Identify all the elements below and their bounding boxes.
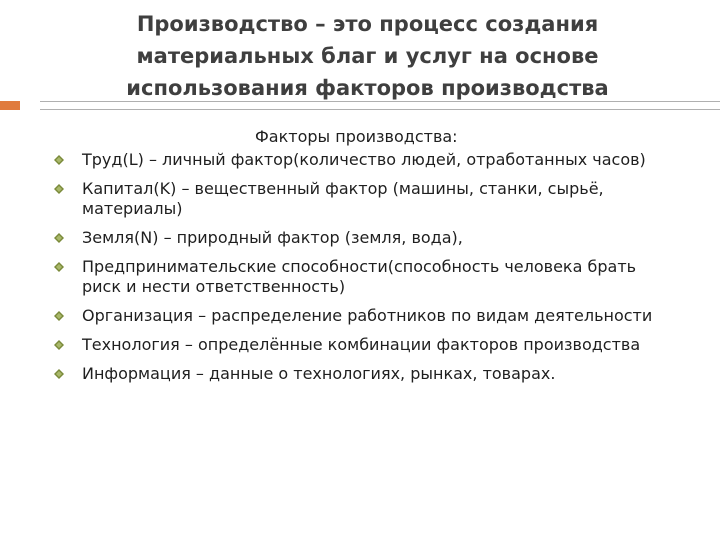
factors-list <box>54 150 654 393</box>
list-item <box>54 228 654 248</box>
diamond-bullet-icon <box>54 369 64 379</box>
list-item <box>54 306 654 326</box>
list-item-text: Технология – определённые комбинации факторов производства <box>82 335 641 354</box>
list-item-text: Информация – данные о технологиях, рынках, товарах. <box>82 364 556 383</box>
diamond-bullet-icon <box>54 262 64 272</box>
list-item <box>54 335 654 355</box>
accent-bar <box>0 101 20 110</box>
slide-title <box>95 8 640 104</box>
list-item <box>54 257 654 297</box>
slide-title-line-3: использования факторов производства <box>126 76 609 100</box>
list-item-text: Организация – распределение работников по видам деятельности <box>82 306 653 325</box>
divider-line <box>40 101 720 110</box>
list-item <box>54 179 654 219</box>
list-item-text: Труд(L) – личный фактор(количество людей, отработанных часов) <box>82 150 646 169</box>
diamond-bullet-icon <box>54 155 64 165</box>
list-item-text: Земля(N) – природный фактор (земля, вода), <box>82 228 463 247</box>
list-item-text: Капитал(K) – вещественный фактор (машины, станки, сырьё, материалы) <box>82 179 604 218</box>
list-heading: Факторы производства: <box>255 127 458 146</box>
diamond-bullet-icon <box>54 233 64 243</box>
list-item <box>54 150 654 170</box>
list-item-text: Предпринимательские способности(способность человека брать риск и нести ответственность) <box>82 257 637 296</box>
diamond-bullet-icon <box>54 340 64 350</box>
diamond-bullet-icon <box>54 311 64 321</box>
slide-title-line-2: материальных благ и услуг на основе <box>136 44 599 68</box>
list-item <box>54 364 654 384</box>
diamond-bullet-icon <box>54 184 64 194</box>
slide-title-line-1: Производство – это процесс создания <box>136 12 599 36</box>
